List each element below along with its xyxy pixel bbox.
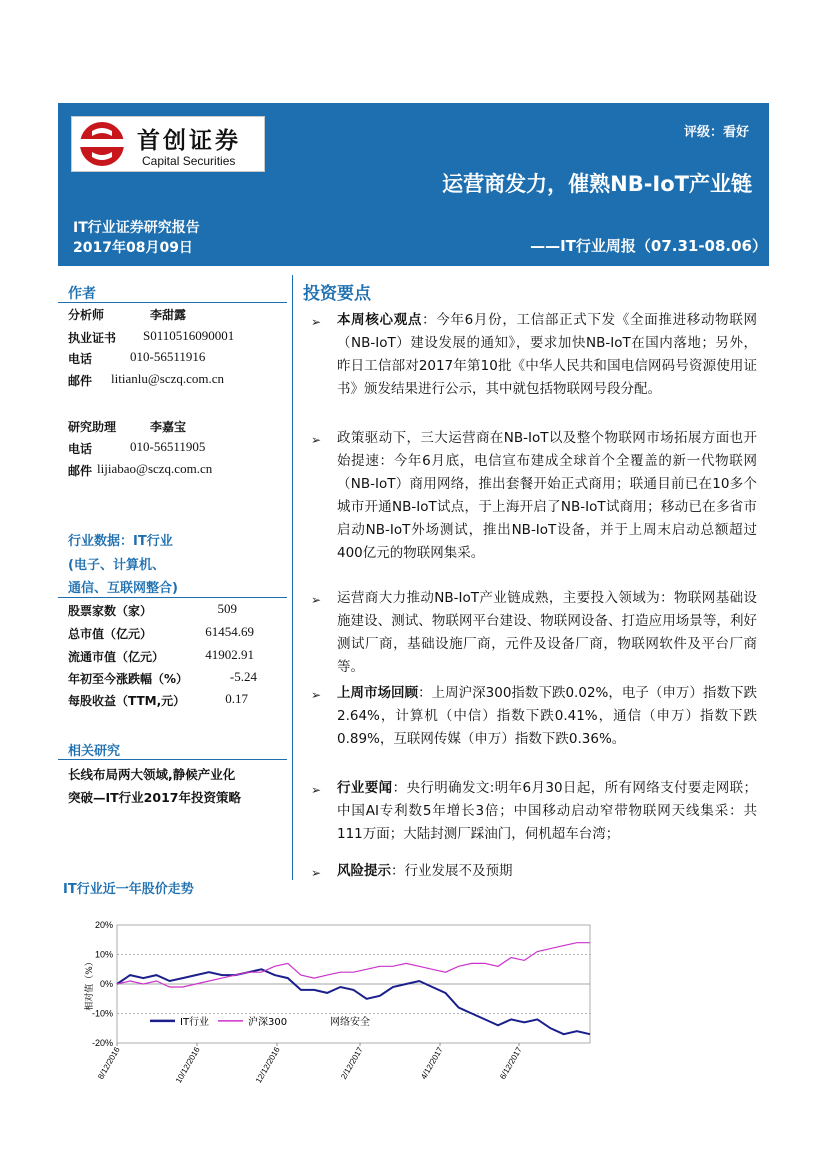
x-tick-label: 2/12/2017 — [339, 1045, 365, 1081]
bullet-arrow-icon: ➢ — [311, 688, 322, 702]
y-tick-label: -20% — [91, 1038, 113, 1048]
bullet-news-title: 行业要闻 — [337, 780, 393, 796]
series-line — [117, 969, 590, 1034]
analyst-name: 李甜露 — [150, 308, 187, 322]
bullet-risk-text: ：行业发展不及预期 — [391, 863, 513, 879]
y-tick-label: 10% — [94, 949, 113, 960]
y-axis-label: 相对值（%） — [85, 957, 95, 1011]
bullet-operators — [337, 587, 757, 679]
bullet-policy — [337, 427, 757, 565]
plot-frame — [117, 925, 590, 1043]
industry-divider — [58, 597, 287, 598]
bullet-market-review — [337, 682, 757, 751]
author-divider — [58, 302, 287, 303]
report-type: IT行业证券研究报告 — [73, 220, 200, 236]
assistant-email[interactable]: lijiabao@sczq.com.cn — [97, 461, 213, 476]
email-label: 邮件 — [68, 374, 93, 388]
bullet-market-review-title: 上周市场回顾 — [337, 685, 419, 701]
x-tick-label: 6/12/2017 — [498, 1045, 524, 1081]
related-report-line2[interactable]: 突破—IT行业2017年投资策略 — [68, 790, 241, 805]
rating: 评级：看好 — [683, 125, 749, 140]
bullet-risk — [337, 860, 757, 883]
bullet-arrow-icon: ➢ — [311, 433, 322, 447]
stat-label: 流通市值（亿元） — [68, 650, 165, 664]
author-heading: 作者 — [68, 286, 96, 302]
related-divider — [58, 759, 287, 760]
assistant-phone: 010-56511905 — [130, 439, 206, 454]
x-tick-label: 4/12/2017 — [419, 1045, 445, 1081]
legend-label: 网络安全 — [330, 1016, 370, 1028]
stat-value: -5.24 — [229, 669, 257, 684]
phone-label: 电话 — [68, 352, 93, 366]
report-subtitle: ——IT行业周报（07.31-08.06） — [530, 237, 767, 255]
bullet-news — [337, 777, 757, 846]
analyst-phone: 010-56511916 — [130, 349, 206, 364]
bullet-core-view — [337, 309, 757, 401]
x-tick-label: 12/12/2016 — [253, 1045, 282, 1085]
stat-label: 股票家数（家） — [68, 604, 153, 618]
bullet-arrow-icon: ➢ — [311, 593, 322, 607]
bullet-arrow-icon: ➢ — [311, 783, 322, 797]
y-tick-label: -10% — [91, 1008, 113, 1019]
bullet-policy-text: 政策驱动下，三大运营商在NB-IoT以及整个物联网市场拓展方面也开始提速：今年6月底，电信宣布建成全球首个全覆盖的新一代物联网（NB-IoT）商用网络，推出套餐开始正式商用；联通目前已在10多个城市开通NB-IoT试点，于上海开启了NB-IoT试商用；移动已在多省市启动NB-IoT外场测试，推出NB-IoT设备，并于上周末启动总额超过400亿元的物联网集采。 — [337, 430, 757, 561]
chart-title: IT行业近一年股价走势 — [63, 882, 194, 897]
legend-label: 沪深300 — [248, 1016, 288, 1028]
y-tick-label: 20% — [94, 920, 113, 930]
bullet-core-view-text: ：今年6月份，工信部正式下发《全面推进移动物联网（NB-IoT）建设发展的通知》，要求加快NB-IoT在国内落地；另外，昨日工信部对2017年第10批《中华人民共和国电信网码号资源使用证书》颁发结果进行公示，其中就包括物联网号段分配。 — [337, 312, 758, 397]
report-date: 2017年08月09日 — [73, 240, 193, 256]
bullet-arrow-icon: ➢ — [311, 315, 322, 329]
bullet-market-review-text: ：上周沪深300指数下跌0.02%，电子（申万）指数下跌2.64%，计算机（中信）指数下跌0.41%，通信（申万）指数下跌0.89%，互联网传媒（申万）指数下跌0.36%。 — [337, 685, 757, 747]
invest-heading: 投资要点 — [303, 284, 371, 304]
bullet-core-view-title: 本周核心观点 — [337, 312, 423, 328]
related-report-line1[interactable]: 长线布局两大领域,静候产业化 — [68, 767, 236, 782]
bullet-operators-text: 运营商大力推动NB-IoT产业链成熟，主要投入领域为：物联网基础设施建设、测试、物联网平台建设、物联网设备、打造应用场景等，利好测试厂商，基础设施厂商，元件及设备厂商，物联网软件及平台厂商等。 — [337, 590, 757, 675]
report-title: 运营商发力，催熟NB-IoT产业链 — [442, 172, 752, 196]
industry-heading: 行业数据：IT行业 — [68, 534, 173, 549]
bullet-arrow-icon: ➢ — [311, 866, 322, 880]
stat-value: 61454.69 — [205, 624, 254, 639]
stat-label: 总市值（亿元） — [68, 627, 153, 641]
stat-label: 年初至今涨跌幅（%） — [68, 672, 189, 686]
stat-label: 每股收益（TTM,元） — [68, 694, 186, 708]
bullet-news-text: ：央行明确发文:明年6月30日起，所有网络支付要走网联；中国AI专利数5年增长3倍；中国移动启动窄带物联网天线集采：共111万面；大陆封测厂踩油门，伺机超车台湾； — [337, 780, 757, 842]
column-divider — [292, 275, 293, 880]
logo-emblem-icon — [72, 117, 132, 171]
analyst-email[interactable]: litianlu@sczq.com.cn — [111, 371, 225, 386]
logo-english-text: Capital Securities — [142, 154, 236, 168]
assistant-label: 研究助理 — [68, 420, 117, 434]
stat-value: 0.17 — [225, 691, 248, 706]
series-line — [117, 943, 590, 987]
related-heading: 相关研究 — [68, 744, 121, 759]
logo-chinese-text: 首创证券 — [137, 127, 241, 154]
bullet-risk-title: 风险提示 — [337, 863, 391, 879]
industry-heading-line2: (电子、计算机、 — [68, 558, 165, 573]
stat-value: 41902.91 — [205, 647, 254, 662]
x-tick-label: 8/12/2016 — [96, 1045, 122, 1081]
assistant-name: 李嘉宝 — [150, 420, 187, 434]
assistant-phone-label: 电话 — [68, 442, 93, 456]
assistant-email-label: 邮件 — [68, 464, 93, 478]
industry-heading-line3: 通信、互联网整合) — [68, 581, 178, 596]
legend-label: IT行业 — [180, 1016, 210, 1028]
company-logo — [71, 116, 265, 172]
stat-value: 509 — [217, 601, 237, 616]
x-tick-label: 10/12/2016 — [173, 1045, 202, 1085]
cert-label: 执业证书 — [68, 331, 117, 345]
analyst-label: 分析师 — [68, 308, 105, 322]
y-tick-label: 0% — [99, 979, 113, 989]
cert-number: S0110516090001 — [143, 328, 235, 343]
